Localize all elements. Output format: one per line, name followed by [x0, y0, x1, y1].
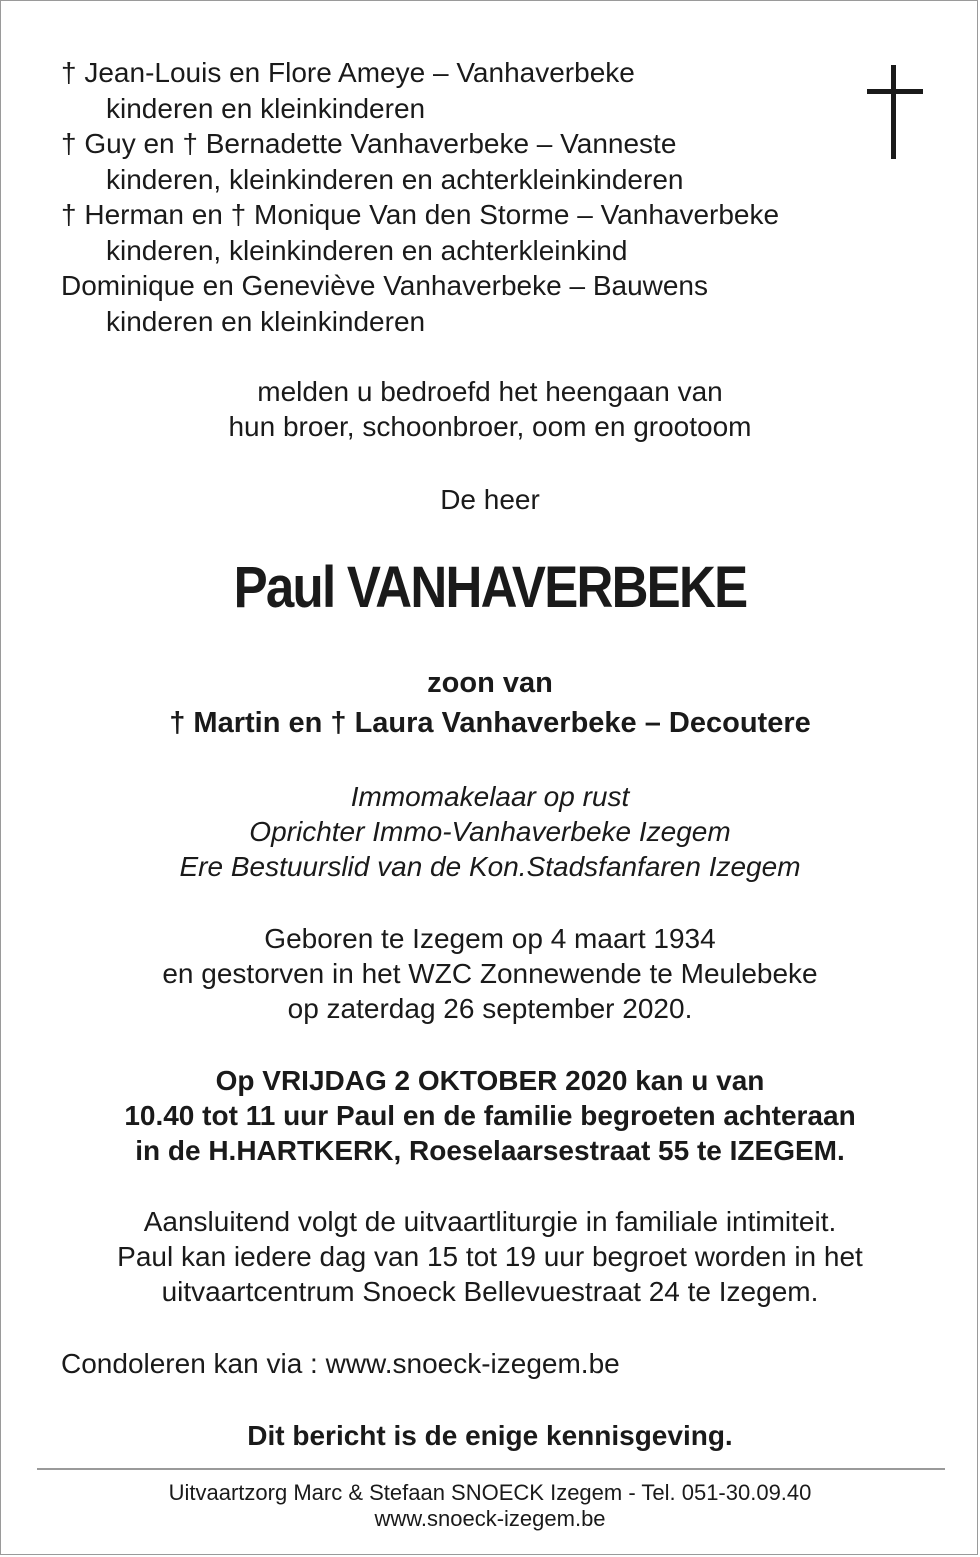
deceased-name: Paul VANHAVERBEKE — [233, 555, 747, 620]
family-subline: kinderen, kleinkinderen en achterkleinkinderen — [106, 163, 684, 195]
family-line: † Herman en † Monique Van den Storme – Vanhaverbeke — [61, 199, 780, 230]
titles — [1, 779, 979, 884]
life-details — [1, 921, 979, 1026]
cross-icon — [867, 65, 923, 159]
notice: Dit bericht is de enige kennisgeving. — [247, 1420, 733, 1451]
family-line: Dominique en Geneviève Vanhaverbeke – Bauwens — [61, 270, 709, 301]
condolence-line: Condoleren kan via : www.snoeck-izegem.be — [61, 1348, 620, 1379]
footer — [1, 1480, 979, 1532]
title-line: Ere Bestuurslid van de Kon.Stadsfanfaren Izegem — [179, 851, 801, 882]
liturgy — [1, 1204, 979, 1309]
family-subline: kinderen en kleinkinderen — [106, 92, 426, 124]
liturgy-line: Paul kan iedere dag van 15 tot 19 uur begroet worden in het — [117, 1241, 863, 1272]
cross-vertical-bar — [891, 65, 896, 159]
liturgy-line: Aansluitend volgt de uitvaartliturgie in familiale intimiteit. — [143, 1206, 837, 1237]
divider — [37, 1468, 945, 1470]
announcement — [1, 374, 979, 444]
salutation: De heer — [440, 484, 540, 515]
visitation-line: 10.40 tot 11 uur Paul en de familie begroeten achteraan — [124, 1100, 856, 1131]
announcement-line: hun broer, schoonbroer, oom en grootoom — [228, 411, 752, 442]
family-subline: kinderen, kleinkinderen en achterkleinkind — [106, 234, 628, 266]
parents-line: zoon van — [427, 667, 553, 699]
parents-line: † Martin en † Laura Vanhaverbeke – Decoutere — [169, 707, 811, 739]
life-line: op zaterdag 26 september 2020. — [287, 993, 693, 1024]
family-list — [61, 55, 779, 339]
life-line: Geboren te Izegem op 4 maart 1934 — [264, 923, 716, 954]
family-line: † Jean-Louis en Flore Ameye – Vanhaverbeke — [61, 57, 635, 88]
life-line: en gestorven in het WZC Zonnewende te Meulebeke — [162, 958, 818, 989]
parents — [1, 663, 979, 743]
visitation-line: in de H.HARTKERK, Roeselaarsestraat 55 te IZEGEM. — [135, 1135, 845, 1166]
visitation-line: Op VRIJDAG 2 OKTOBER 2020 kan u van — [215, 1065, 765, 1096]
footer-line: Uitvaartzorg Marc & Stefaan SNOECK Izegem - Tel. 051-30.09.40 — [168, 1480, 812, 1505]
family-subline: kinderen en kleinkinderen — [106, 305, 426, 337]
family-line: † Guy en † Bernadette Vanhaverbeke – Vanneste — [61, 128, 677, 159]
title-line: Immomakelaar op rust — [350, 781, 630, 812]
announcement-line: melden u bedroefd het heengaan van — [257, 376, 723, 407]
visitation — [1, 1063, 979, 1168]
liturgy-line: uitvaartcentrum Snoeck Bellevuestraat 24 te Izegem. — [161, 1276, 819, 1307]
title-line: Oprichter Immo-Vanhaverbeke Izegem — [249, 816, 731, 847]
footer-website: www.snoeck-izegem.be — [374, 1506, 606, 1531]
cross-horizontal-bar — [867, 89, 923, 94]
